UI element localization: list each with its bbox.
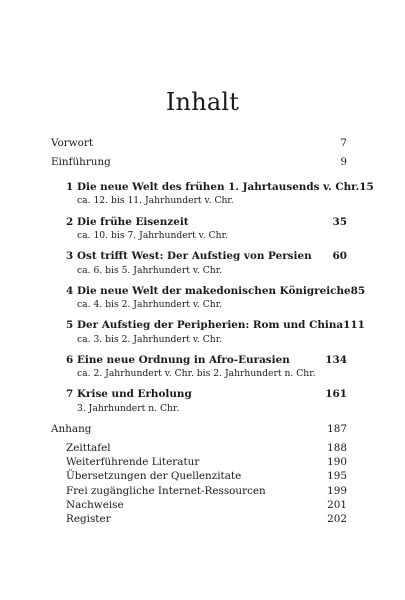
toc-entry-page: 9: [340, 156, 347, 168]
page-title: Inhalt: [165, 88, 240, 116]
chapter-title: Die frühe Eisenzeit: [77, 215, 189, 228]
toc-chapter-7[interactable]: [66, 388, 347, 414]
toc-entry-page: 199: [327, 484, 347, 497]
chapter-page: 134: [325, 353, 347, 366]
toc-appendix-item[interactable]: [66, 499, 347, 513]
chapter-period: ca. 10. bis 7. Jahrhundert v. Chr.: [77, 230, 228, 241]
toc-entry-page: 190: [327, 455, 347, 468]
chapter-period: ca. 12. bis 11. Jahrhundert v. Chr.: [77, 195, 234, 207]
toc-chapter-2[interactable]: [66, 216, 347, 242]
toc-entry-page: 201: [327, 498, 347, 511]
toc-chapter-5[interactable]: [66, 319, 365, 345]
toc-entry-vorwort[interactable]: [51, 137, 347, 156]
chapter-number: 5: [66, 319, 74, 332]
toc-appendix-item[interactable]: [66, 513, 347, 527]
toc-appendix-item[interactable]: [66, 442, 347, 456]
toc-entry-page: 187: [327, 422, 347, 435]
toc-appendix-item[interactable]: [66, 470, 347, 484]
chapter-page: 60: [332, 250, 347, 263]
toc-entry-label: Einführung: [51, 156, 111, 168]
chapter-page: 111: [343, 319, 365, 332]
toc-entry-label: Frei zugängliche Internet-Ressourcen: [66, 484, 266, 497]
chapter-period: ca. 4. bis 2. Jahrhundert v. Chr.: [77, 299, 223, 311]
chapter-page: 85: [350, 284, 366, 297]
toc-entry-label: Register: [66, 513, 111, 526]
toc-entry-anhang[interactable]: [51, 423, 347, 442]
chapter-title: Krise und Erholung: [77, 388, 192, 401]
chapter-page: 161: [325, 388, 347, 401]
chapter-number: 3: [66, 250, 74, 263]
toc-entry-page: 202: [327, 513, 347, 526]
toc-entry-page: 195: [327, 470, 347, 483]
chapter-page: 15: [359, 181, 374, 193]
toc-entry-label: Zeittafel: [66, 441, 111, 454]
chapter-number: 2: [66, 215, 74, 228]
toc-chapter-3[interactable]: [66, 250, 347, 276]
toc-chapter-6[interactable]: [66, 354, 347, 380]
toc-entry-label: Nachweise: [66, 498, 124, 511]
chapter-title: Die neue Welt der makedonischen Königreiche: [77, 284, 351, 297]
chapter-period: ca. 3. bis 2. Jahrhundert v. Chr.: [77, 333, 223, 345]
toc-chapter-4[interactable]: [66, 284, 366, 311]
table-of-contents: [51, 137, 374, 527]
chapter-period: 3. Jahrhundert n. Chr.: [77, 402, 180, 414]
toc-entry-page: 188: [327, 441, 347, 454]
toc-entry-label: Vorwort: [51, 137, 94, 149]
chapter-period: ca. 2. Jahrhundert v. Chr. bis 2. Jahrhundert n. Chr.: [77, 368, 316, 380]
toc-appendix-item[interactable]: [66, 456, 347, 470]
chapter-number: 6: [66, 353, 74, 366]
toc-entry-label: Weiterführende Literatur: [66, 455, 200, 468]
chapter-page: 35: [332, 215, 347, 228]
toc-entry-label: Übersetzungen der Quellenzitate: [66, 470, 242, 483]
chapter-number: 4: [66, 284, 74, 297]
chapter-title: Eine neue Ordnung in Afro-Eurasien: [77, 353, 290, 366]
chapter-title: Ost trifft West: Der Aufstieg von Persien: [77, 250, 312, 263]
toc-entry-einfuehrung[interactable]: [51, 156, 347, 175]
toc-entry-page: 7: [340, 137, 347, 149]
toc-chapter-1[interactable]: [66, 181, 374, 207]
toc-entry-label: Anhang: [51, 422, 92, 435]
chapter-title: Die neue Welt des frühen 1. Jahrtausends v. Chr.: [77, 181, 360, 193]
chapter-title: Der Aufstieg der Peripherien: Rom und China: [77, 319, 344, 332]
chapter-period: ca. 6. bis 5. Jahrhundert v. Chr.: [77, 264, 223, 276]
chapter-number: 1: [66, 181, 74, 193]
chapter-number: 7: [66, 388, 74, 401]
toc-appendix-item[interactable]: [66, 485, 347, 499]
